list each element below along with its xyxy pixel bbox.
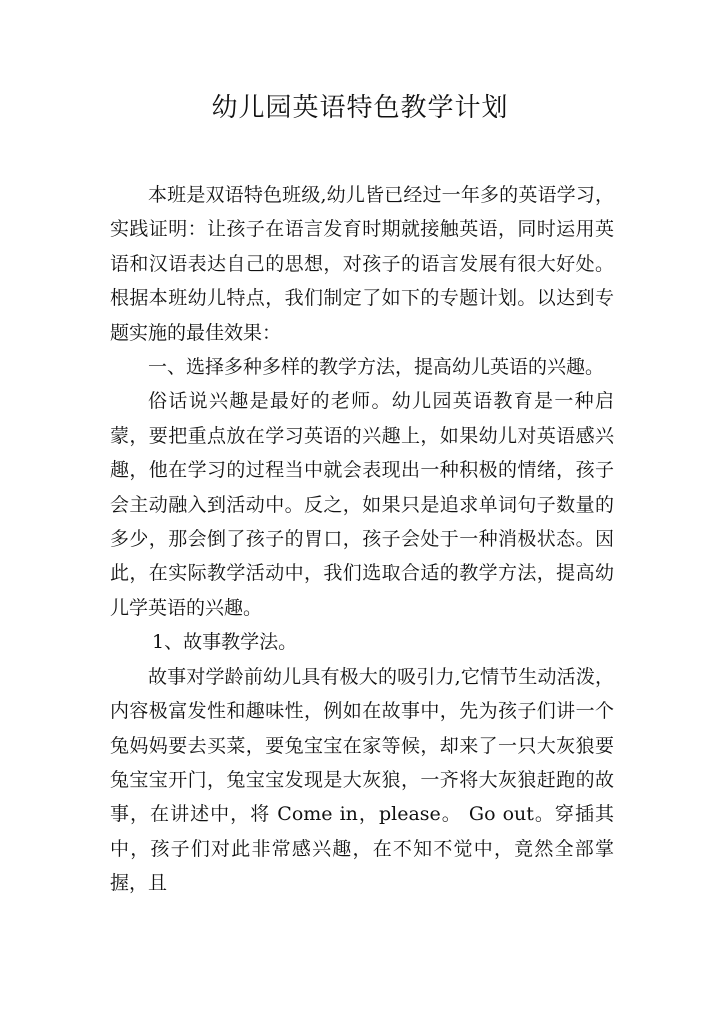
- document-body: [110, 178, 614, 901]
- subsection-heading: 1、故事教学法。: [152, 631, 298, 654]
- section-heading: 一、选择多种多样的教学方法，提高幼儿英语的兴趣。: [148, 356, 605, 379]
- intro-paragraph: 本班是双语特色班级,幼儿皆已经过一年多的英语学习，实践证明：让孩子在语言发育时期就接触英语，同时运用英语和汉语表达自己的思想，对孩子的语言发展有很大好处。根据本班幼儿特点，我们制定了如下的专题计划。以达到专题实施的最佳效果：: [110, 184, 614, 344]
- story-method-paragraph: 故事对学龄前幼儿具有极大的吸引力,它情节生动活泼，内容极富发性和趣味性，例如在故事中，先为孩子们讲一个兔妈妈要去买菜，要兔宝宝在家等候，却来了一只大灰狼要兔宝宝开门，兔宝宝发现是大灰狼，一齐将大灰狼赶跑的故事，在讲述中，将 Come in，please。 Go out。穿插其中，孩子们对此非常感兴趣，在不知不觉中，竟然全部掌握，且: [110, 665, 614, 895]
- document-title: 幼儿园英语特色教学计划: [211, 93, 509, 123]
- interest-paragraph: 俗话说兴趣是最好的老师。幼儿园英语教育是一种启蒙，要把重点放在学习英语的兴趣上，如果幼儿对英语感兴趣，他在学习的过程当中就会表现出一种积极的情绪，孩子会主动融入到活动中。反之，如果只是追求单词句子数量的多少，那会倒了孩子的胃口，孩子会处于一种消极状态。因此，在实际教学活动中，我们选取合适的教学方法，提高幼儿学英语的兴趣。: [110, 390, 614, 619]
